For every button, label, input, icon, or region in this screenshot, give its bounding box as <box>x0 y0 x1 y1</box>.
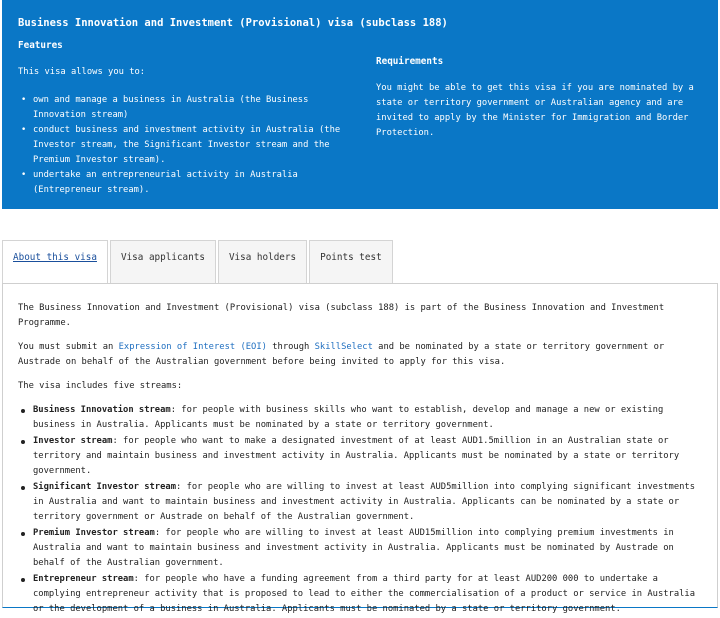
streams-list <box>18 403 708 617</box>
eoi-mid: through <box>266 342 315 352</box>
tab-panel-about <box>2 283 718 614</box>
tab-label: Visa holders <box>228 252 297 263</box>
feature-item: • own and manage a business in Australia (the Business Innovation stream) <box>18 93 348 123</box>
visa-tabs <box>2 240 395 284</box>
stream-item <box>18 480 708 525</box>
features-list <box>18 93 348 198</box>
stream-item <box>18 403 708 433</box>
tab-about-this-visa[interactable] <box>2 240 108 284</box>
stream-name: Investor stream <box>33 436 113 446</box>
stream-item <box>18 572 708 617</box>
features-intro: This visa allows you to: <box>18 67 146 77</box>
stream-description: : for people who are willing to invest at least AUD15million into complying premium investments in Australia and want to maintain business and investment activity in Australia. Applicants must be nominated by Austrade on behalf of the Australian government. <box>33 528 674 568</box>
feature-item: • undertake an entrepreneurial activity in Australia (Entrepreneur stream). <box>18 168 348 198</box>
stream-description: : for people who are willing to invest at least AUD5million into complying significant investments in Australia and want to maintain business and investment activity in Australia. Applicants can be nominated by a state or territory government or Austrade on behalf of the Australian government. <box>33 482 696 522</box>
tab-label: About this visa <box>13 252 97 263</box>
tab-label: Points test <box>320 252 382 263</box>
visa-summary-banner <box>2 0 718 209</box>
stream-description: : for people who want to make a designated investment of at least AUD1.5million in an Australian state or territory and maintain business and investment activity in Australia. Applicants must be nominated by a state or territory government. <box>33 436 680 476</box>
features-section <box>18 40 348 198</box>
stream-description: : for people with business skills who want to establish, develop and manage a new or existing business in Australia. Applicants must be nominated by a state or territory government. <box>33 405 664 430</box>
stream-item <box>18 526 708 571</box>
stream-name: Premium Investor stream <box>33 528 155 538</box>
tab-visa-applicants[interactable] <box>110 240 216 284</box>
features-heading: Features <box>18 40 63 51</box>
stream-name: Business Innovation stream <box>33 405 171 415</box>
eoi-link[interactable]: Expression of Interest (EOI) <box>118 342 267 352</box>
stream-name: Entrepreneur stream <box>33 574 134 584</box>
tab-label: Visa applicants <box>120 252 205 263</box>
page-title: Business Innovation and Investment (Provisional) visa (subclass 188) <box>18 17 448 29</box>
requirements-heading: Requirements <box>376 56 444 67</box>
eoi-prefix: You must submit an <box>18 342 119 352</box>
intro-paragraph: The Business Innovation and Investment (Provisional) visa (subclass 188) is part of the Business Innovation and Investment Programme. <box>18 303 665 328</box>
tab-visa-holders[interactable] <box>218 240 307 284</box>
streams-intro: The visa includes five streams: <box>18 381 183 391</box>
tab-points-test[interactable] <box>309 240 393 284</box>
stream-description: : for people who have a funding agreement from a third party for at least AUD200 000 to undertake a complying entrepreneur activity that is proposed to lead to either the commercialisation of a product or service in Australia or the development of a business in Australia. Applicants must be nominated by a state or territory government. <box>33 574 696 614</box>
feature-item: • conduct business and investment activity in Australia (the Investor stream, the Significant Investor stream and the Premium Investor stream). <box>18 123 348 168</box>
requirements-section <box>376 56 696 141</box>
skillselect-link[interactable]: SkillSelect <box>314 342 373 352</box>
eoi-paragraph <box>18 340 708 370</box>
requirements-text: You might be able to get this visa if you are nominated by a state or territory government or Australian agency and are invited to apply by the Minister for Immigration and Border Protection. <box>376 83 694 138</box>
stream-item <box>18 434 708 479</box>
stream-name: Significant Investor stream <box>33 482 176 492</box>
eoi-suffix: and be nominated by a state or territory government or Austrade on behalf of the Australian government before being invited to apply for this visa. <box>18 342 665 367</box>
